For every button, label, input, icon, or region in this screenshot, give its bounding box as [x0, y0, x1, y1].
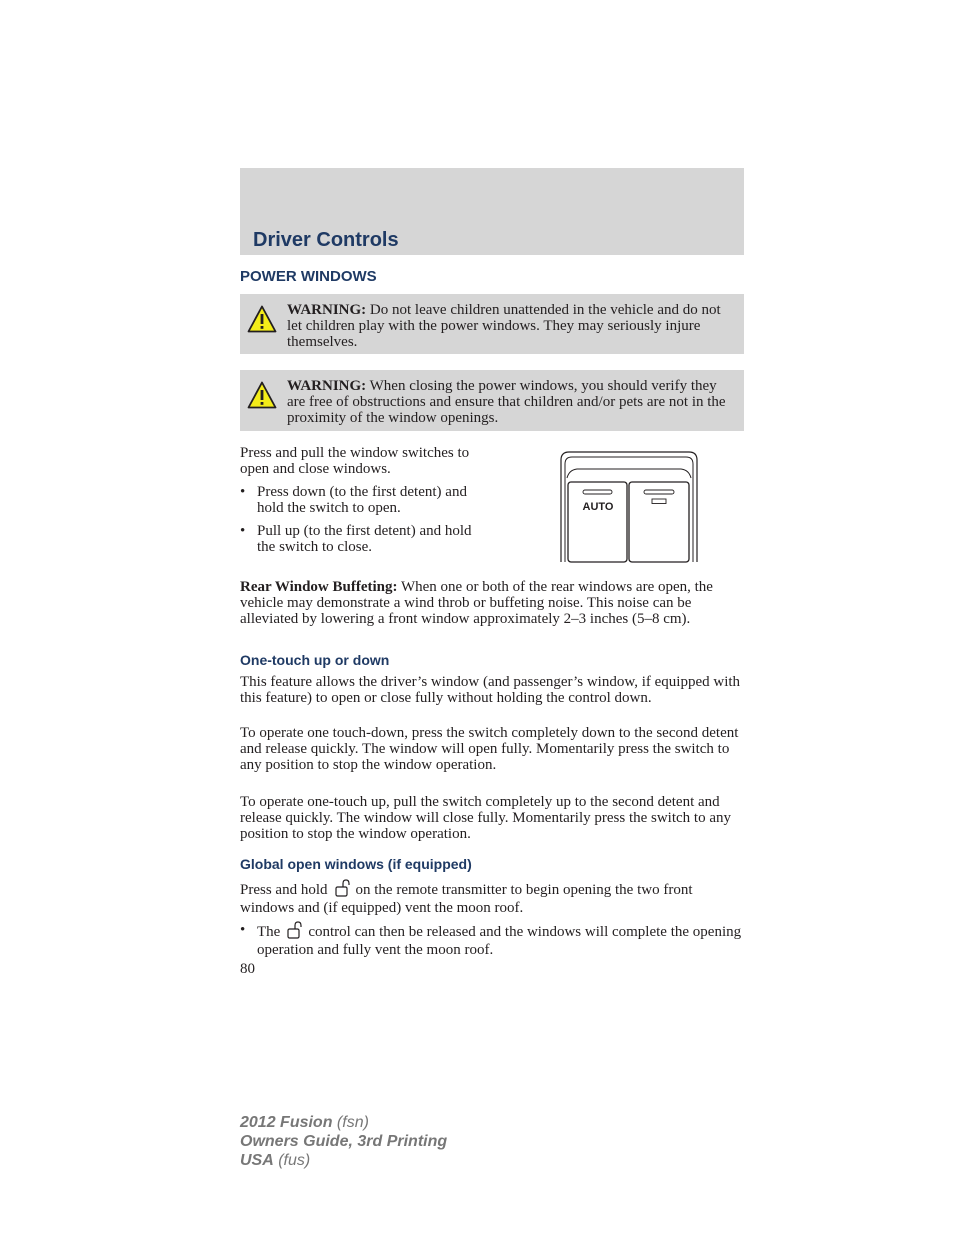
subsection-heading: One-touch up or down — [240, 652, 390, 668]
footer — [240, 1113, 447, 1170]
chapter-title: Driver Controls — [253, 229, 399, 251]
unlock-icon — [334, 879, 350, 897]
one-touch-paragraph: To operate one-touch up, pull the switch completely up to the second detent and release quickly. The window will close fully. Momentarily press the switch to any position to stop the window operation. — [240, 794, 732, 842]
warning-box — [240, 294, 744, 354]
list-item: • The control can then be released and the windows will complete the opening operation and fully vent the moon roof. — [240, 922, 742, 958]
warning-box — [240, 370, 744, 431]
intro-paragraph: Press and pull the window switches to open and close windows. — [240, 445, 470, 477]
one-touch-paragraph: To operate one touch-down, press the switch completely down to the second detent and release quickly. The window will open fully. Momentarily press the switch to any position to stop the window operation. — [240, 725, 739, 773]
window-switch-illustration — [555, 450, 703, 563]
one-touch-paragraph: This feature allows the driver’s window (and passenger’s window, if equipped with this feature) to open or close fully without holding the control down. — [240, 674, 741, 706]
warning-text: When closing the power windows, you should verify they are free of obstructions and ensure that children and/or pets are not in the proximity of the window openings. — [287, 378, 726, 426]
warning-triangle-icon — [247, 305, 277, 333]
warning-label: WARNING: — [287, 378, 367, 394]
section-title: POWER WINDOWS — [240, 268, 377, 285]
warning-label: WARNING: — [287, 302, 367, 318]
buffeting-text: When one or both of the rear windows are open, the vehicle may demonstrate a wind throb or buffeting noise. This noise can be alleviated by lowering a front window approximately 2–3 inches (5–8 cm). — [240, 579, 713, 627]
buffeting-paragraph — [240, 579, 744, 627]
footer-line: Owners Guide, 3rd Printing — [240, 1133, 448, 1150]
global-open-paragraph: Press and hold on the remote transmitter to begin opening the two front windows and (if equipped) vent the moon roof. — [240, 879, 744, 917]
header-band — [240, 168, 744, 255]
list-item: • Pull up (to the first detent) and hold the switch to close. — [240, 523, 472, 555]
page-number: 80 — [240, 961, 255, 977]
list-item: • Press down (to the first detent) and hold the switch to open. — [240, 484, 467, 516]
warning-triangle-icon — [247, 381, 277, 409]
buffeting-label: Rear Window Buffeting: — [240, 579, 398, 595]
unlock-icon — [286, 921, 302, 939]
warning-text: Do not leave children unattended in the vehicle and do not let children play with the power windows. They may seriously injure themselves. — [287, 302, 721, 350]
auto-label: AUTO — [582, 501, 614, 513]
footer-line: 2012 Fusion (fsn) — [240, 1114, 369, 1131]
footer-line: USA (fus) — [240, 1152, 311, 1169]
subsection-heading: Global open windows (if equipped) — [240, 856, 472, 872]
